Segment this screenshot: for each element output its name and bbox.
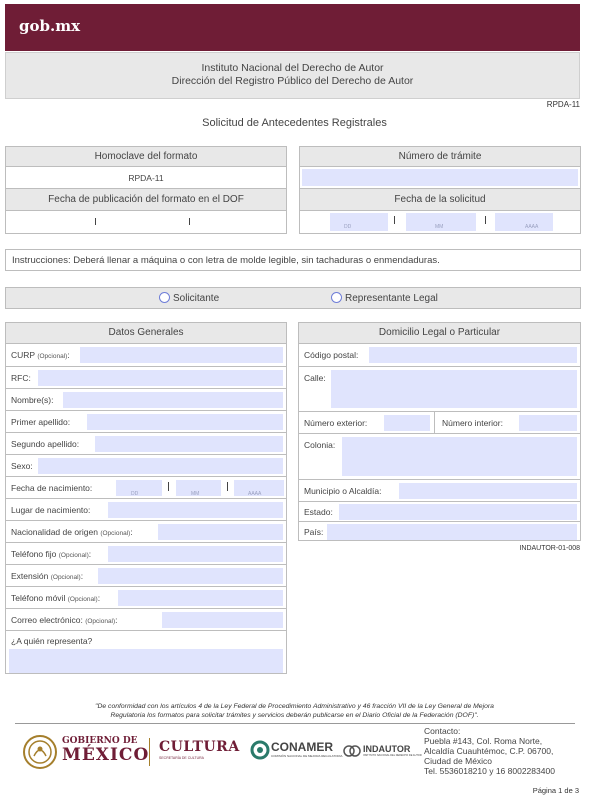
numero-interior-label: Número interior:	[442, 418, 503, 428]
institution-header	[5, 52, 580, 99]
conamer-text: CONAMER	[271, 740, 333, 754]
numero-interior-input[interactable]	[519, 415, 577, 431]
nacionalidad-row: Nacionalidad de origen (Opcional):	[6, 520, 286, 542]
dof-label: Fecha de publicación del formato en el DOF	[6, 189, 286, 211]
cultura-logo	[159, 740, 240, 761]
date-day-input[interactable]	[330, 213, 388, 231]
telefono-fijo-label: Teléfono fijo	[11, 549, 57, 559]
direction-name: Dirección del Registro Público del Derecho de Autor	[171, 75, 414, 87]
colonia-label: Colonia:	[304, 440, 336, 450]
colonia-input[interactable]	[342, 437, 577, 476]
primer-apellido-row	[6, 410, 286, 432]
contact-line3: Ciudad de México	[424, 756, 493, 766]
datos-generales-title: Datos Generales	[6, 323, 286, 344]
optional-tag: (Opcional)	[67, 596, 98, 603]
gob-line1: GOBIERNO DE	[62, 736, 138, 746]
date-dd-hint: DD	[344, 224, 352, 230]
date-separator	[227, 482, 228, 491]
date-separator	[394, 216, 395, 224]
extension-row: Extensión (Opcional):	[6, 564, 286, 586]
segundo-apellido-label: Segundo apellido:	[11, 439, 80, 449]
curp-label: CURP	[11, 350, 35, 360]
primer-apellido-label: Primer apellido:	[11, 417, 71, 427]
datos-generales-panel	[5, 322, 287, 674]
page-number: Página 1 de 3	[532, 786, 579, 795]
optional-tag: (Opcional)	[85, 618, 116, 625]
numero-exterior-label: Número exterior:	[304, 418, 368, 428]
telefono-movil-row: Teléfono móvil (Opcional):	[6, 586, 286, 608]
footer-divider	[15, 723, 575, 724]
sexo-row	[6, 454, 286, 476]
rfc-label: RFC:	[11, 373, 31, 383]
correo-row: Correo electrónico: (Opcional):	[6, 608, 286, 630]
tramite-label: Número de trámite	[300, 147, 580, 167]
calle-label: Calle:	[304, 373, 326, 383]
date-mm-hint: MM	[435, 224, 444, 230]
gobierno-mexico-logo	[62, 736, 149, 764]
indautor-logo	[363, 744, 422, 758]
gobmx-logo[interactable]: gob.mx	[19, 17, 81, 35]
radio-circle-icon	[159, 292, 170, 303]
colonia-row	[299, 433, 580, 479]
codigo-postal-label: Código postal:	[304, 350, 359, 360]
fecha-nacimiento-label: Fecha de nacimiento:	[11, 483, 93, 493]
sexo-input[interactable]	[38, 458, 283, 474]
tramite-box	[299, 146, 581, 234]
calle-row	[299, 366, 580, 411]
codigo-postal-input[interactable]	[369, 347, 577, 363]
lugar-nacimiento-row	[6, 498, 286, 520]
form-code: RPDA-11	[546, 100, 580, 109]
numero-row	[299, 411, 580, 433]
radio-representante[interactable]	[331, 292, 438, 304]
domicilio-panel	[298, 322, 581, 541]
indautor-text: INDAUTOR	[363, 744, 411, 754]
instructions-text: Instrucciones: Deberá llenar a máquina o con letra de molde legible, sin tachaduras o enmendaduras.	[12, 255, 440, 266]
fecha-solicitud-field	[300, 211, 580, 233]
correo-input[interactable]	[162, 612, 283, 628]
ref-code: INDAUTOR-01-008	[519, 545, 580, 552]
contact-info	[424, 726, 555, 776]
municipio-input[interactable]	[399, 483, 577, 499]
date-aaaa-hint: AAAA	[525, 224, 539, 230]
instructions-box	[5, 249, 581, 271]
indautor-sub: INSTITUTO NACIONAL DEL DERECHO DE AUTOR	[363, 754, 422, 757]
correo-label: Correo electrónico:	[11, 615, 83, 625]
institution-name: Instituto Nacional del Derecho de Autor	[201, 62, 384, 74]
format-info-box	[5, 146, 287, 234]
numero-divider	[434, 412, 435, 434]
contact-title: Contacto:	[424, 726, 461, 736]
nombres-row	[6, 388, 286, 410]
lugar-nacimiento-input[interactable]	[108, 502, 283, 518]
radio-solicitante[interactable]	[159, 292, 219, 304]
homoclave-label: Homoclave del formato	[6, 147, 286, 167]
optional-tag: (Opcional)	[100, 530, 131, 537]
fecha-nacimiento-row	[6, 476, 286, 498]
telefono-movil-label: Teléfono móvil	[11, 593, 66, 603]
pais-label: País:	[304, 527, 324, 537]
telefono-movil-input[interactable]	[118, 590, 283, 606]
nombres-input[interactable]	[63, 392, 283, 408]
conamer-logo	[271, 741, 342, 759]
numero-exterior-input[interactable]	[384, 415, 430, 431]
legal-note-line2: Regulatoria los formatos para solicitar trámites y servicios deberán publicarse en el Diario Oficial de la Federación (DOF)".	[110, 712, 479, 719]
top-bar	[5, 4, 580, 51]
segundo-apellido-input[interactable]	[95, 436, 283, 452]
primer-apellido-input[interactable]	[87, 414, 283, 430]
birth-day-input[interactable]	[116, 480, 162, 496]
contact-line1: Puebla #143, Col. Roma Norte,	[424, 736, 543, 746]
radio-circle-icon	[331, 292, 342, 303]
sexo-label: Sexo:	[11, 461, 33, 471]
indautor-icon	[343, 743, 361, 759]
conamer-sub: COMISIÓN NACIONAL DE MEJORA REGULATORIA	[271, 754, 343, 758]
extension-label: Extensión	[11, 571, 49, 581]
contact-line2: Alcaldía Cuauhtémoc, C.P. 06700,	[424, 746, 554, 756]
optional-tag: (Opcional)	[58, 552, 89, 559]
date-year-input[interactable]	[495, 213, 553, 231]
nacionalidad-label: Nacionalidad de origen	[11, 527, 98, 537]
date-separator	[168, 482, 169, 491]
nacionalidad-input[interactable]	[158, 524, 283, 540]
fecha-solicitud-label: Fecha de la solicitud	[300, 189, 580, 211]
tramite-input[interactable]	[302, 169, 578, 186]
rfc-input[interactable]	[38, 370, 283, 386]
optional-tag: (Opcional)	[50, 574, 81, 581]
codigo-postal-row	[299, 344, 580, 366]
logo-separator	[149, 738, 150, 766]
curp-input[interactable]	[80, 347, 283, 363]
segundo-apellido-row	[6, 432, 286, 454]
date-separator	[189, 218, 190, 225]
applicant-type-bar	[5, 287, 581, 309]
estado-label: Estado:	[304, 507, 333, 517]
tramite-wrap	[300, 167, 580, 189]
birth-aaaa-hint: AAAA	[248, 491, 262, 497]
estado-input[interactable]	[339, 504, 577, 520]
representa-row	[6, 630, 286, 674]
extension-input[interactable]	[98, 568, 283, 584]
rfc-row	[6, 366, 286, 388]
representante-label: Representante Legal	[345, 293, 438, 304]
legal-note-line1: "De conformidad con los artículos 4 de la Ley Federal de Procedimiento Administrativo y 46 fracción VII de la Ley General de Mejora	[95, 703, 494, 710]
homoclave-value: RPDA-11	[6, 167, 286, 189]
gob-line2: MÉXICO	[62, 745, 150, 765]
gobierno-seal-icon	[22, 734, 58, 770]
representa-input[interactable]	[9, 649, 283, 673]
page-title: Solicitud de Antecedentes Registrales	[202, 117, 387, 129]
birth-dd-hint: DD	[131, 491, 139, 497]
nombres-label: Nombre(s):	[11, 395, 54, 405]
solicitante-label: Solicitante	[173, 293, 220, 304]
contact-line4: Tel. 5536018210 y 16 8002283400	[424, 766, 555, 776]
pais-input[interactable]	[327, 524, 577, 540]
date-separator	[95, 218, 96, 225]
optional-tag: (Opcional)	[37, 353, 68, 360]
municipio-row	[299, 479, 580, 501]
calle-input[interactable]	[331, 370, 577, 408]
telefono-fijo-row: Teléfono fijo (Opcional):	[6, 542, 286, 564]
date-separator	[485, 216, 486, 224]
legal-note	[0, 702, 589, 720]
domicilio-title: Domicilio Legal o Particular	[299, 323, 580, 344]
conamer-icon	[250, 740, 270, 760]
dof-date-field[interactable]	[6, 211, 286, 233]
telefono-fijo-input[interactable]	[108, 546, 283, 562]
representa-label: ¿A quién representa?	[11, 636, 93, 646]
estado-row	[299, 501, 580, 521]
cultura-text: CULTURA	[159, 739, 240, 755]
pais-row	[299, 521, 580, 541]
birth-mm-hint: MM	[191, 491, 200, 497]
cultura-sub: SECRETARÍA DE CULTURA	[159, 756, 204, 760]
municipio-label: Municipio o Alcaldía:	[304, 486, 382, 496]
lugar-nacimiento-label: Lugar de nacimiento:	[11, 505, 91, 515]
curp-row: CURP (Opcional):	[6, 344, 286, 366]
